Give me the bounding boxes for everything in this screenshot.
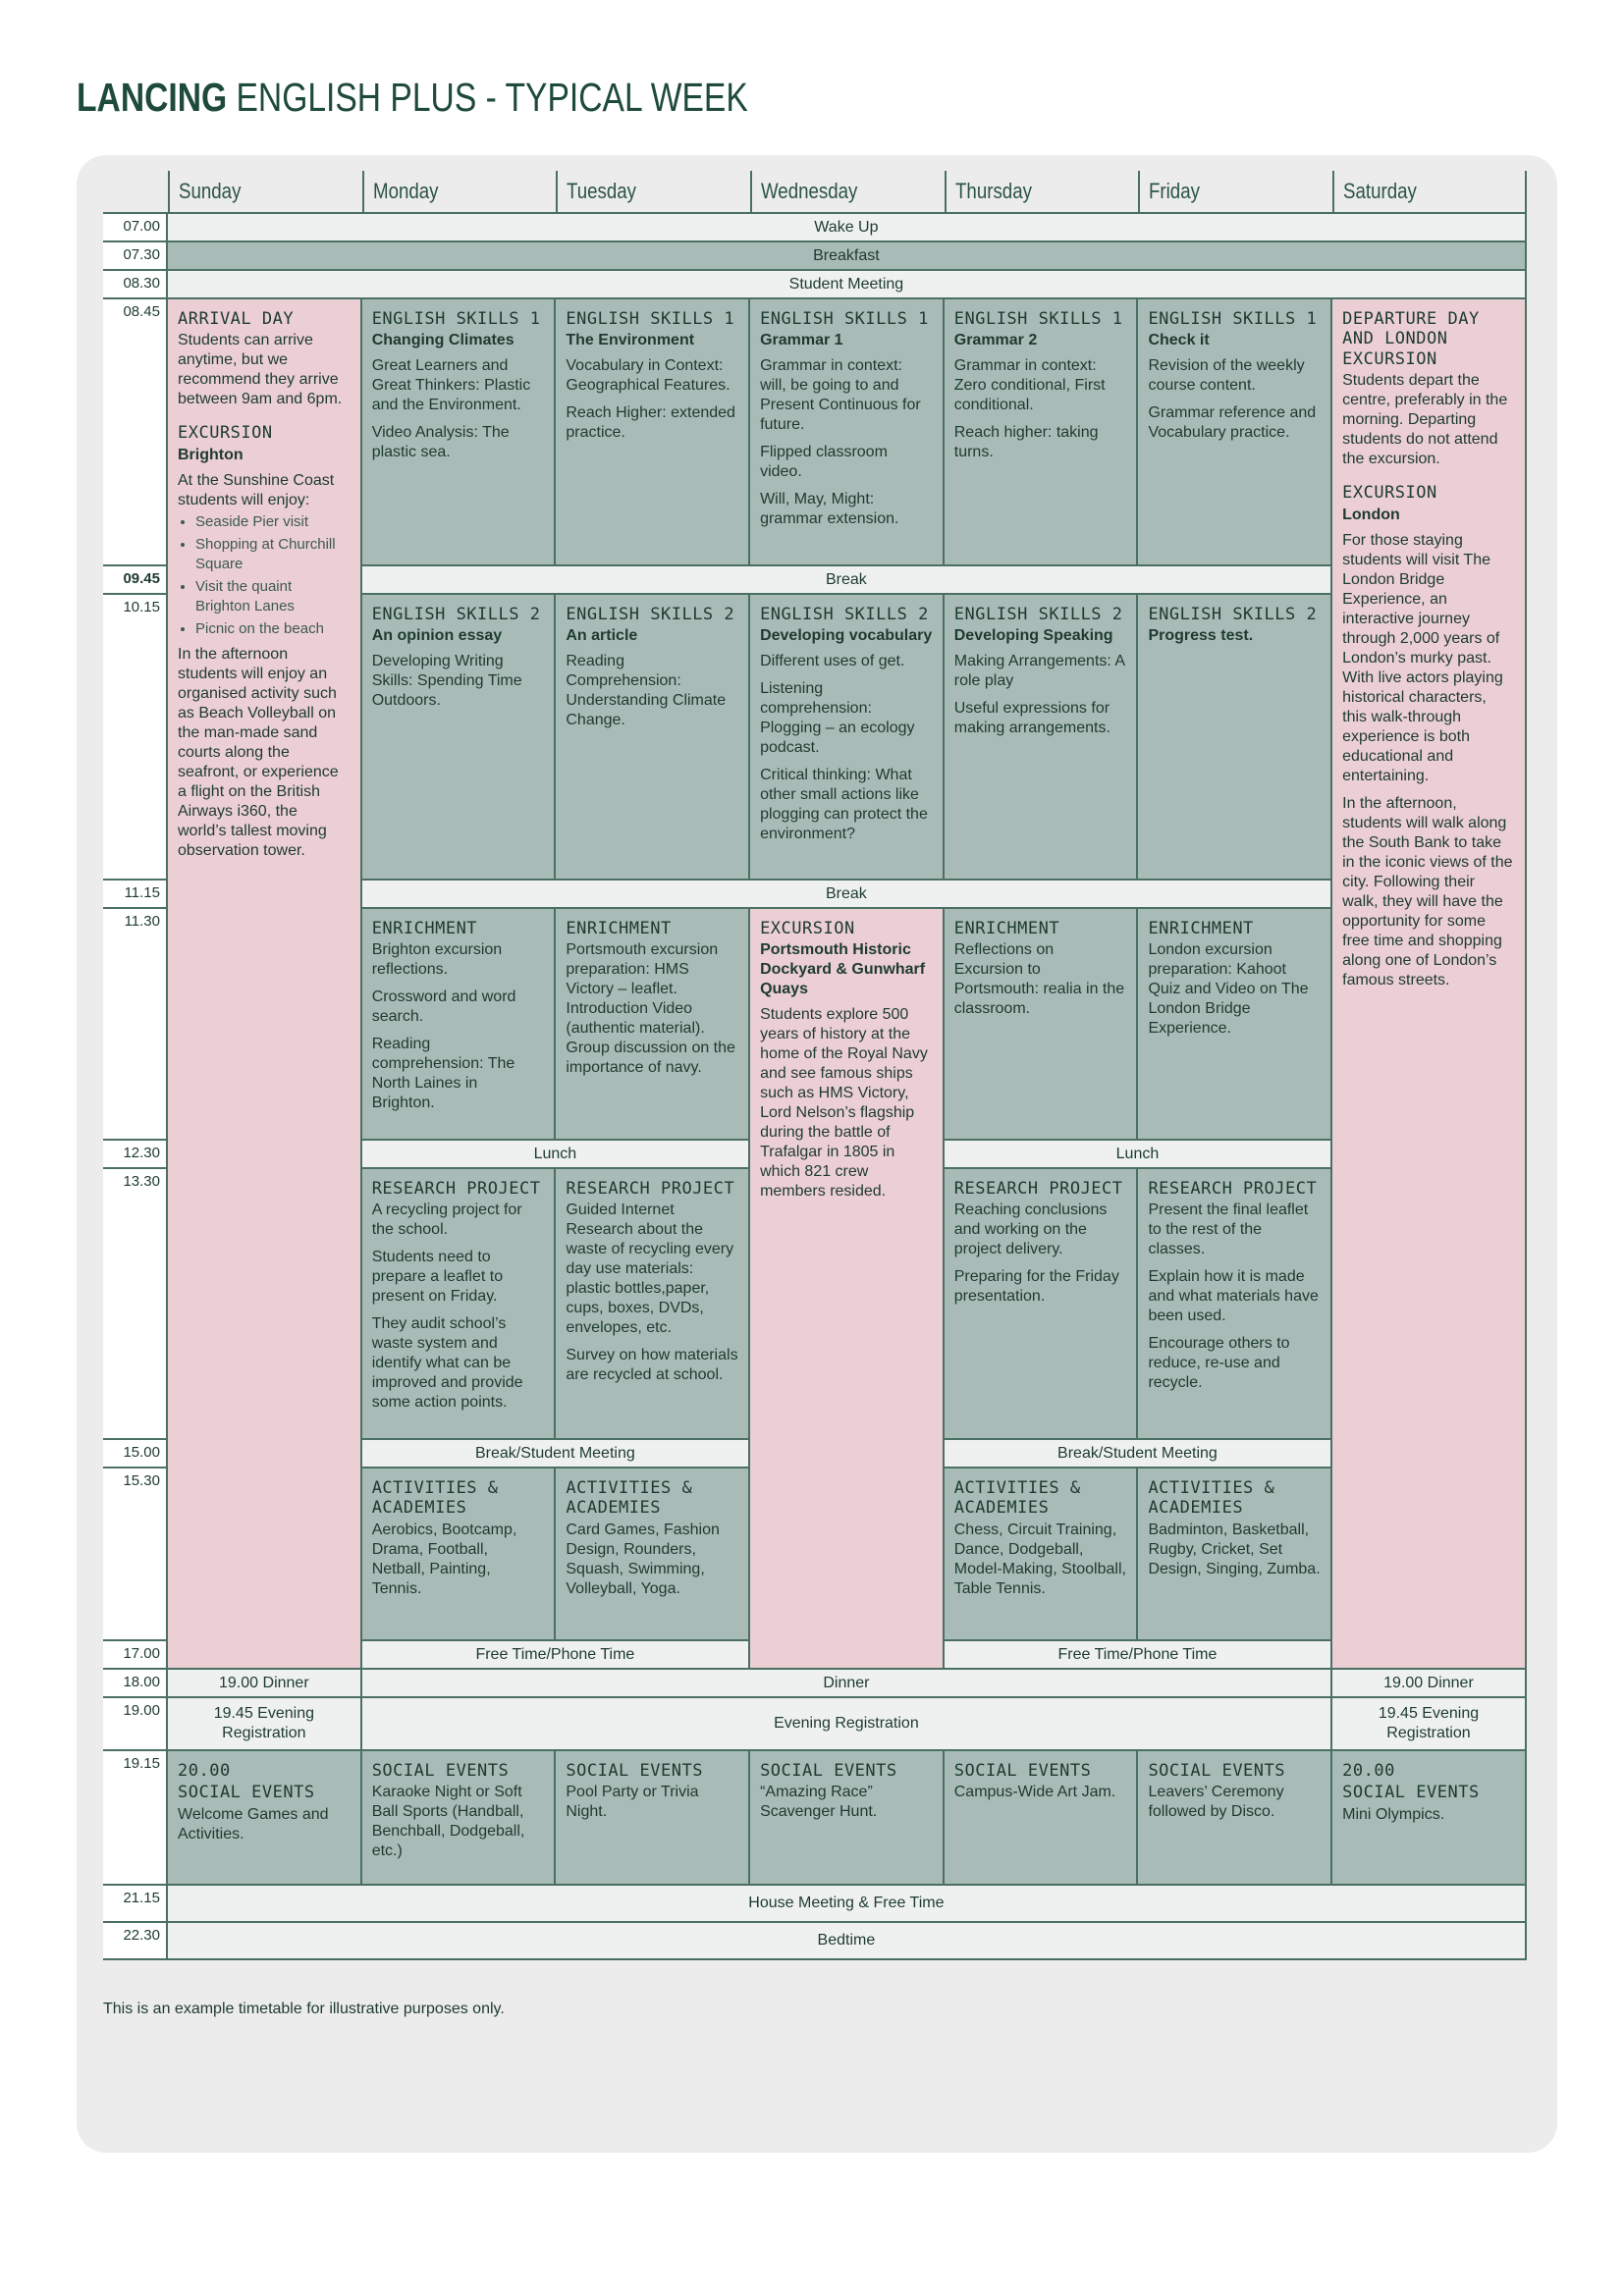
session-text: A recycling project for the school. [371,1201,522,1239]
saturday-excursion-head: EXCURSION [1342,483,1437,504]
session-head: SOCIAL EVENTS [953,1761,1092,1781]
session-text: Preparing for the Friday presentation. [953,1268,1119,1306]
band-break: Break [362,566,1332,595]
time-label: 13.30 [103,1169,168,1440]
session-head: SOCIAL EVENTS [1342,1783,1480,1803]
session-text: Karaoke Night or Soft Ball Sports (Handball, Benchball, Dodgeball, etc.) [371,1784,525,1860]
time-label: 08.30 [103,271,168,299]
session-head: ENGLISH SKILLS 2 [760,605,929,624]
session-text: Listening comprehension: Plogging – an ecology podcast. [760,680,915,757]
enrichment-thursday [945,909,1139,1141]
session-head: ENGLISH SKILLS 2 [371,605,541,624]
list-item: • Visit the quaint Brighton Lanes [195,577,351,615]
session-text: Crossword and word search. [371,988,516,1026]
day-header-friday: Friday [1138,171,1332,214]
session-sub: Developing Speaking [953,627,1113,645]
session-text: Vocabulary in Context: Geographical Features. [566,357,731,395]
session-text: Leavers’ Ceremony followed by Disco. [1148,1784,1284,1821]
research-friday [1138,1169,1332,1440]
session-text: “Amazing Race” Scavenger Hunt. [760,1784,878,1821]
sunday-excursion-intro: At the Sunshine Coast students will enjoy: [178,471,335,508]
research-tuesday [556,1169,750,1440]
session-time: 20.00 [1342,1761,1395,1781]
session-sub: Changing Climates [371,332,514,349]
session-head: RESEARCH PROJECT [371,1179,541,1199]
enrichment-friday [1138,909,1332,1141]
session-head: ACTIVITIES & ACADEMIES [566,1478,693,1519]
saturday-excursion-sub: London [1342,506,1400,523]
social-friday [1138,1751,1332,1886]
session-text: Portsmouth excursion preparation: HMS Victory – leaflet. Introduction Video (authentic material). Group discussion on the importance of navy. [566,941,735,1077]
session-text: Making Arrangements: A role play [953,653,1125,690]
time-label: 11.30 [103,909,168,1141]
time-label: 07.30 [103,242,168,271]
session-text: Reflections on Excursion to Portsmouth: realia in the classroom. [953,941,1125,1018]
session-text: Useful expressions for making arrangements. [953,700,1110,737]
band-lunch: Lunch [945,1141,1332,1169]
session-head: ENRICHMENT [953,919,1060,938]
time-label: 15.00 [103,1440,168,1468]
session-head: ENRICHMENT [1148,919,1254,938]
band-evening-registration: Evening Registration [362,1698,1332,1751]
day-header-wednesday: Wednesday [750,171,945,214]
activities-monday [362,1468,557,1641]
session-head: SOCIAL EVENTS [1148,1761,1285,1781]
sunday-text: Students can arrive anytime, but we recommend they arrive between 9am and 6pm. [178,332,343,408]
social-saturday [1332,1751,1527,1886]
time-label: 15.30 [103,1468,168,1641]
session-text: Great Learners and Great Thinkers: Plastic and the Environment. [371,357,531,414]
session-text: Reach Higher: extended practice. [566,404,735,442]
band-dinner-saturday: 19.00 Dinner [1332,1670,1527,1698]
day-header-monday: Monday [362,171,557,214]
session-text: Grammar reference and Vocabulary practice. [1148,404,1317,442]
session-text: Badminton, Basketball, Rugby, Cricket, Set Design, Singing, Zumba. [1148,1521,1321,1577]
time-label: 07.00 [103,214,168,242]
band-house-meeting: House Meeting & Free Time [168,1886,1527,1923]
session-head: ACTIVITIES & ACADEMIES [953,1478,1081,1519]
session-text: Survey on how materials are recycled at school. [566,1347,738,1384]
wednesday-excursion [750,909,945,1670]
session-head: ENRICHMENT [566,919,672,938]
session-head: ENGLISH SKILLS 1 [760,309,929,329]
session-text: Reading Comprehension: Understanding Climate Change. [566,653,727,729]
session-head: SOCIAL EVENTS [760,1761,897,1781]
session-text: Flipped classroom video. [760,444,888,481]
session-sub: Portsmouth Historic Dockyard & Gunwharf Quays [760,941,926,998]
research-monday [362,1169,557,1440]
session-text: Card Games, Fashion Design, Rounders, Squash, Swimming, Volleyball, Yoga. [566,1521,720,1597]
sunday-head: ARRIVAL DAY [178,309,295,329]
social-tuesday [556,1751,750,1886]
band-bedtime: Bedtime [168,1923,1527,1960]
footnote: This is an example timetable for illustrative purposes only. [103,2001,505,2017]
saturday-departure-day [1332,299,1527,1670]
sunday-afternoon: In the afternoon students will enjoy an organised activity such as Beach Volleyball on the man-made sand courts along the seafront, or experience a flight on the British Airways i360, the world’s tallest moving observation tower. [178,645,339,859]
time-label: 08.45 [103,299,168,566]
session-head: RESEARCH PROJECT [566,1179,735,1199]
sunday-bullet-list [178,512,351,639]
band-break: Break [362,881,1332,909]
time-label: 19.15 [103,1751,168,1886]
research-thursday [945,1169,1139,1440]
es1-wednesday [750,299,945,566]
saturday-text: Students depart the centre, preferably in the morning. Departing students do not attend the excursion. [1342,372,1508,468]
es1-tuesday [556,299,750,566]
title-bold: LANCING [77,75,228,120]
corner-cell [103,171,168,214]
band-evening-registration-saturday: 19.45 Evening Registration [1332,1698,1527,1751]
session-head: RESEARCH PROJECT [953,1179,1123,1199]
time-label: 22.30 [103,1923,168,1960]
session-head: ENGLISH SKILLS 2 [566,605,735,624]
session-head: RESEARCH PROJECT [1148,1179,1318,1199]
title-rest: ENGLISH PLUS - TYPICAL WEEK [227,75,748,120]
session-text: Grammar in context: will, be going to and Present Continuous for future. [760,357,921,434]
session-head: SOCIAL EVENTS [178,1783,315,1803]
band-breakfast: Breakfast [168,242,1527,271]
session-text: Developing Writing Skills: Spending Time Outdoors. [371,653,522,710]
session-text: Mini Olympics. [1342,1805,1445,1823]
session-head: SOCIAL EVENTS [566,1761,703,1781]
sunday-excursion-head: EXCURSION [178,423,273,444]
activities-tuesday [556,1468,750,1641]
band-dinner-sunday: 19.00 Dinner [168,1670,362,1698]
session-head: ACTIVITIES & ACADEMIES [1148,1478,1275,1519]
session-sub: An opinion essay [371,627,503,645]
band-student-meeting: Student Meeting [168,271,1527,299]
activities-friday [1138,1468,1332,1641]
session-text: Students explore 500 years of history at the home of the Royal Navy and see famous ships such as HMS Victory, Lord Nelson’s flagship during the battle of Trafalgar in 1805 in which 821 crew members resided. [760,1006,928,1201]
saturday-head: DEPARTURE DAY AND LONDON EXCURSION [1342,309,1480,369]
band-lunch: Lunch [362,1141,750,1169]
band-free-time: Free Time/Phone Time [945,1641,1332,1670]
es2-friday [1138,595,1332,881]
social-monday [362,1751,557,1886]
session-sub: Check it [1148,332,1210,349]
es2-wednesday [750,595,945,881]
session-time: 20.00 [178,1761,231,1781]
es2-tuesday [556,595,750,881]
time-label: 18.00 [103,1670,168,1698]
social-sunday [168,1751,362,1886]
sunday-excursion-sub: Brighton [178,446,244,463]
session-text: Present the final leaflet to the rest of the classes. [1148,1201,1309,1258]
session-text: Guided Internet Research about the waste of recycling every day use materials: plastic bottles,paper, cups, boxes, DVDs, envelopes, etc. [566,1201,734,1337]
es2-thursday [945,595,1139,881]
es1-monday [362,299,557,566]
session-head: ENGLISH SKILLS 1 [1148,309,1318,329]
time-label: 09.45 [103,566,168,595]
session-text: Revision of the weekly course content. [1148,357,1305,395]
session-sub: Grammar 2 [953,332,1038,349]
session-head: SOCIAL EVENTS [371,1761,510,1781]
day-header-thursday: Thursday [945,171,1139,214]
es1-friday [1138,299,1332,566]
session-head: ACTIVITIES & ACADEMIES [371,1478,499,1519]
timetable-grid [103,171,1527,1990]
session-sub: Grammar 1 [760,332,843,349]
sunday-arrival-day [168,299,362,1670]
band-break-student-meeting: Break/Student Meeting [945,1440,1332,1468]
session-text: Video Analysis: The plastic sea. [371,424,510,461]
day-header-sunday: Sunday [168,171,362,214]
session-sub: The Environment [566,332,695,349]
enrichment-tuesday [556,909,750,1141]
session-sub: Progress test. [1148,627,1254,645]
band-free-time: Free Time/Phone Time [362,1641,750,1670]
session-head: ENGLISH SKILLS 1 [566,309,735,329]
es1-thursday [945,299,1139,566]
time-label: 10.15 [103,595,168,881]
band-break-student-meeting: Break/Student Meeting [362,1440,750,1468]
page-title [77,75,748,121]
session-text: Reaching conclusions and working on the project delivery. [953,1201,1108,1258]
session-text: Reach higher: taking turns. [953,424,1099,461]
session-head: ENGLISH SKILLS 2 [1148,605,1318,624]
time-label: 11.15 [103,881,168,909]
session-text: Brighton excursion reflections. [371,941,503,979]
session-text: Campus-Wide Art Jam. [953,1784,1116,1801]
list-item: • Seaside Pier visit [195,512,351,532]
session-head: ENGLISH SKILLS 2 [953,605,1123,624]
session-head: ENGLISH SKILLS 1 [371,309,541,329]
es2-monday [362,595,557,881]
session-text: Encourage others to reduce, re-use and recycle. [1148,1335,1290,1392]
session-head: ENRICHMENT [371,919,478,938]
social-wednesday [750,1751,945,1886]
session-sub: Developing vocabulary [760,627,933,645]
session-text: Reading comprehension: The North Laines in Brighton. [371,1036,515,1112]
session-sub: An article [566,627,638,645]
session-text: Aerobics, Bootcamp, Drama, Football, Netball, Painting, Tennis. [371,1521,517,1597]
session-text: Students need to prepare a leaflet to present on Friday. [371,1249,504,1306]
session-text: Grammar in context: Zero conditional, First conditional. [953,357,1106,414]
time-label: 21.15 [103,1886,168,1923]
session-text: Explain how it is made and what materials have been used. [1148,1268,1319,1325]
session-text: Different uses of get. [760,653,905,670]
session-text: Will, May, Might: grammar extension. [760,491,899,528]
list-item: • Shopping at Churchill Square [195,535,351,573]
session-head: EXCURSION [760,919,855,938]
session-text: They audit school’s waste system and identify what can be improved and provide some action points. [371,1315,523,1412]
band-wake-up: Wake Up [168,214,1527,242]
session-head: ENGLISH SKILLS 1 [953,309,1123,329]
social-thursday [945,1751,1139,1886]
band-evening-registration-sunday: 19.45 Evening Registration [168,1698,362,1751]
time-label: 19.00 [103,1698,168,1751]
day-header-tuesday: Tuesday [556,171,750,214]
session-text: Critical thinking: What other small actions like plogging can protect the environment? [760,767,928,843]
enrichment-monday [362,909,557,1141]
band-dinner: Dinner [362,1670,1332,1698]
time-label: 17.00 [103,1641,168,1670]
session-text: Welcome Games and Activities. [178,1805,329,1842]
saturday-p1: For those staying students will visit The London Bridge Experience, an interactive journey through 2,000 years of London’s murky past. With live actors playing historical characters, this walk-through experience is both educational and entertaining. [1342,531,1503,784]
saturday-p2: In the afternoon, students will walk along the South Bank to take in the iconic views of the city. Following their walk, they will have the opportunity for some free time and shopping along one of London’s famous streets. [1342,794,1513,988]
activities-thursday [945,1468,1139,1641]
time-label: 12.30 [103,1141,168,1169]
session-text: Pool Party or Trivia Night. [566,1784,699,1821]
session-text: Chess, Circuit Training, Dance, Dodgeball, Model-Making, Stoolball, Table Tennis. [953,1521,1126,1597]
list-item: • Picnic on the beach [195,619,351,639]
day-header-saturday: Saturday [1332,171,1527,214]
session-text: London excursion preparation: Kahoot Quiz and Video on The London Bridge Experience. [1148,941,1309,1038]
